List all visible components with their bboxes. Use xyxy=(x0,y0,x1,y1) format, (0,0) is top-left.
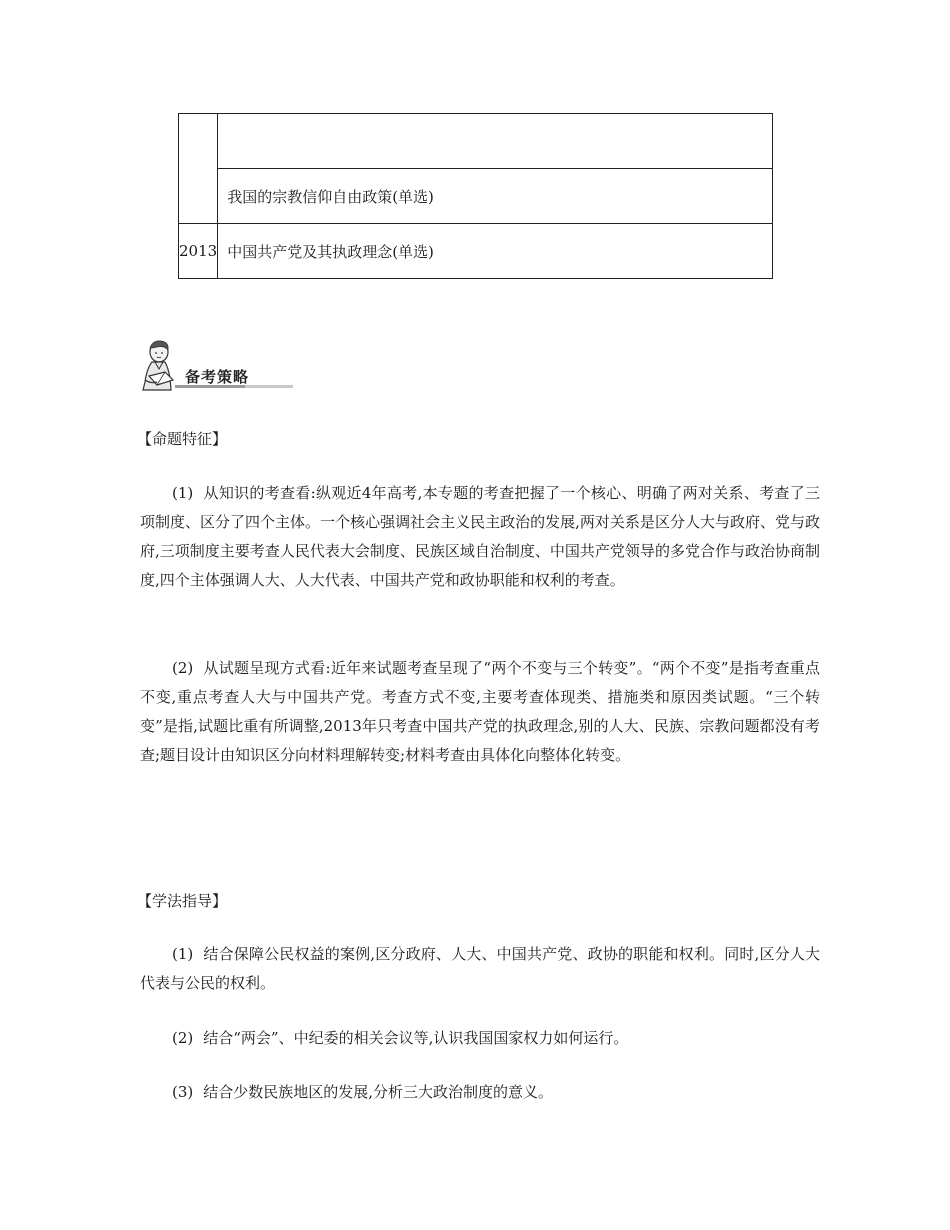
item-text: 结合保障公民权益的案例,区分政府、人大、中国共产党、政协的职能和权利。同时,区分人大代表与公民的权利。 xyxy=(140,945,820,992)
table-cell-year xyxy=(179,114,218,224)
paragraph-item xyxy=(140,1078,820,1107)
exam-topic-table xyxy=(178,113,773,279)
table-cell-year: 2013 xyxy=(179,224,218,279)
table-cell-topic: 我国的宗教信仰自由政策(单选) xyxy=(218,169,773,224)
paragraph-item xyxy=(140,654,820,770)
item-number: (1) xyxy=(172,484,194,502)
item-number: (1) xyxy=(172,945,194,963)
item-number: (3) xyxy=(172,1083,194,1101)
strategy-section-header xyxy=(135,338,295,398)
table-cell-topic: 中国共产党及其执政理念(单选) xyxy=(218,224,773,279)
item-text: 结合“两会”、中纪委的相关会议等,认识我国国家权力如何运行。 xyxy=(203,1029,629,1047)
paragraph-item xyxy=(140,479,820,595)
strategy-title: 备考策略 xyxy=(185,368,250,386)
item-number: (2) xyxy=(172,1029,194,1047)
item-text: 结合少数民族地区的发展,分析三大政治制度的意义。 xyxy=(203,1083,554,1101)
section-heading-proposition: 【命题特征】 xyxy=(137,430,228,448)
table-cell-topic xyxy=(218,114,773,169)
paragraph-item xyxy=(140,1024,820,1053)
table-row xyxy=(179,169,773,224)
table-row xyxy=(179,114,773,169)
item-text: 从试题呈现方式看:近年来试题考查呈现了“两个不变与三个转变”。“两个不变”是指考查重点不变,重点考查人大与中国共产党。考查方式不变,主要考查体现类、措施类和原因类试题。“三个转变”是指,试题比重有所调整,2013年只考查中国共产党的执政理念,别的人大、民族、宗教问题都没有考查;题目设计由知识区分向材料理解转变;材料考查由具体化向整体化转变。 xyxy=(140,659,820,764)
table-row xyxy=(179,224,773,279)
item-number: (2) xyxy=(172,659,194,677)
paragraph-item xyxy=(140,940,820,998)
section-heading-study-method: 【学法指导】 xyxy=(137,892,228,910)
item-text: 从知识的考查看:纵观近4年高考,本专题的考查把握了一个核心、明确了两对关系、考查了三项制度、区分了四个主体。一个核心强调社会主义民主政治的发展,两对关系是区分人大与政府、党与政府,三项制度主要考查人民代表大会制度、民族区域自治制度、中国共产党领导的多党合作与政治协商制度,四个主体强调人大、人大代表、中国共产党和政协职能和权利的考查。 xyxy=(140,484,820,589)
